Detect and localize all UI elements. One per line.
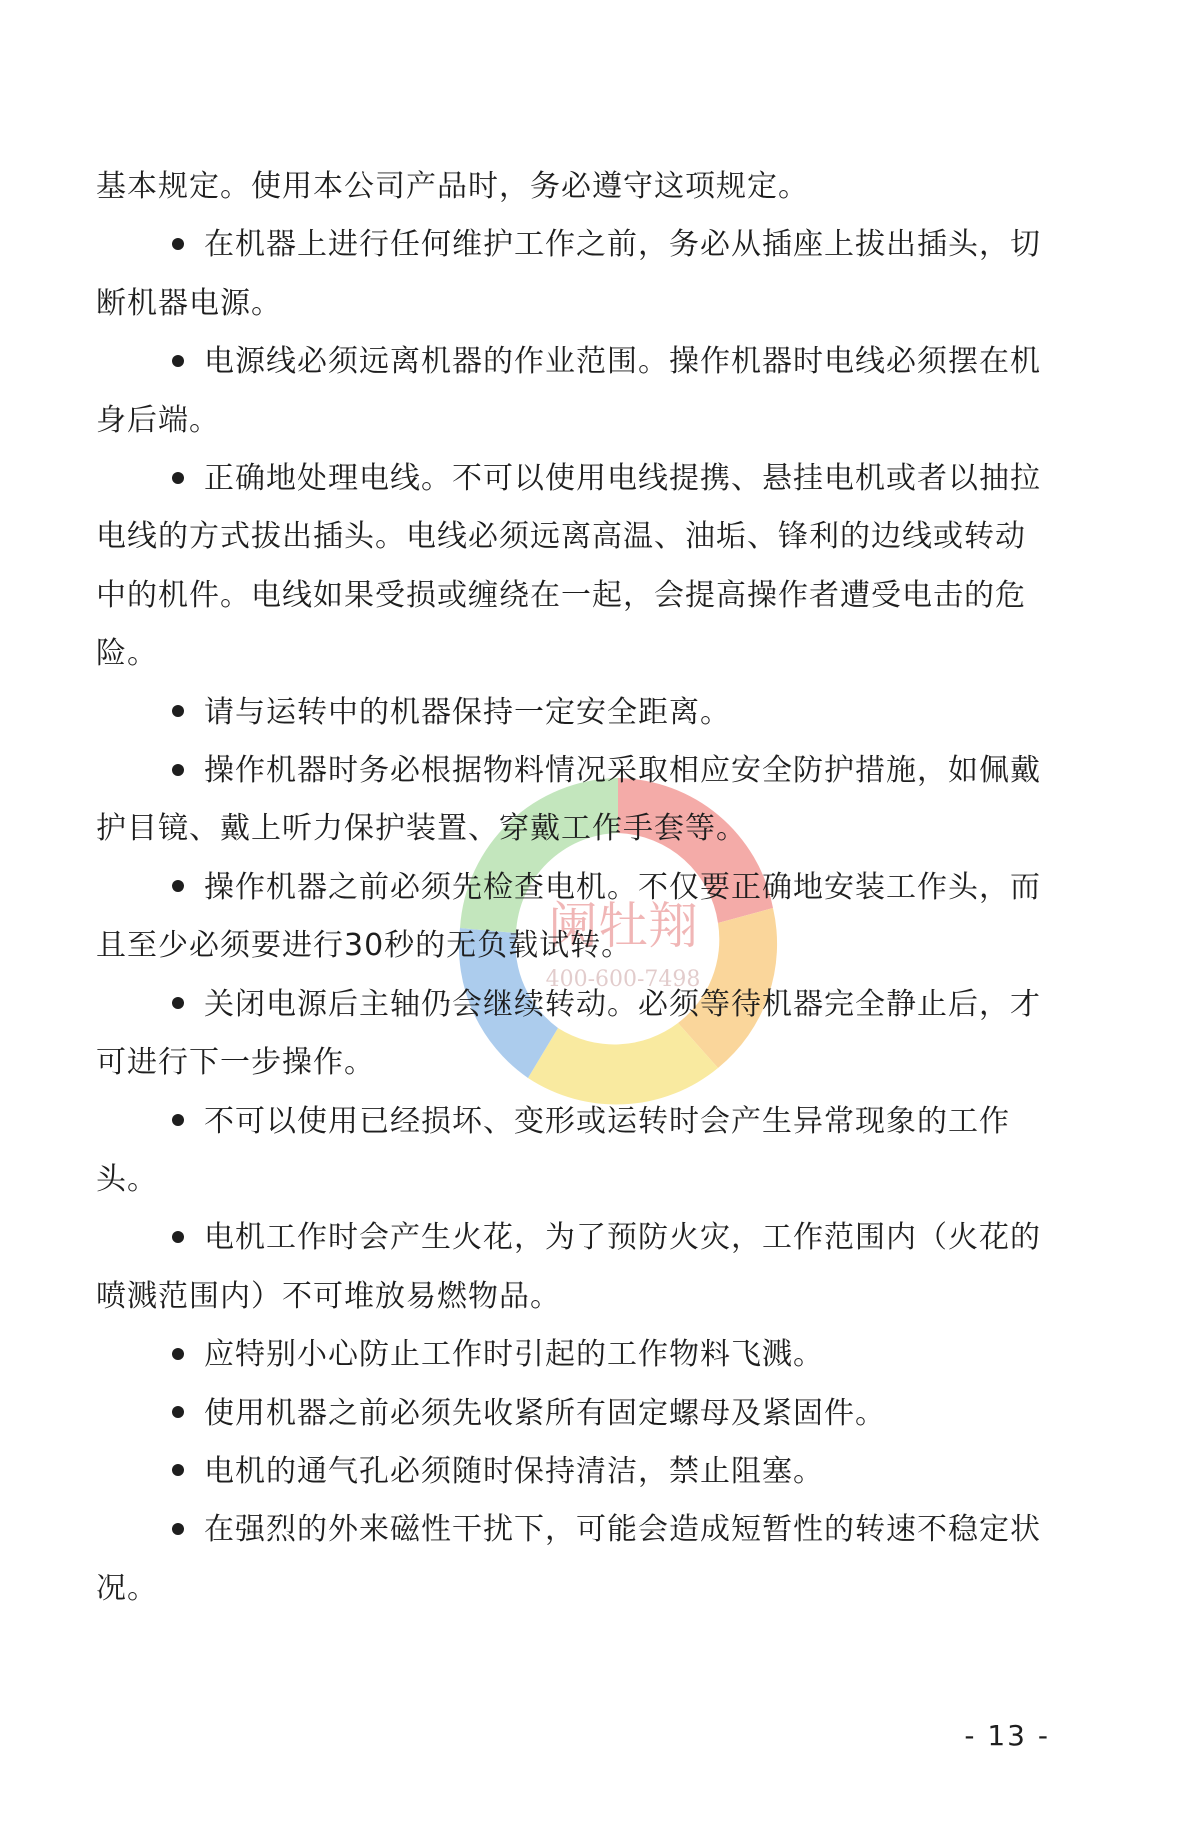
page-number: - 13 - — [964, 1719, 1050, 1752]
bullet-paragraph — [96, 742, 1050, 859]
paragraph-text: 使用机器之前必须先收紧所有固定螺母及紧固件。 — [204, 1395, 886, 1431]
paragraph-text: 应特别小心防止工作时引起的工作物料飞溅。 — [204, 1337, 824, 1373]
bullet-paragraph — [96, 976, 1050, 1093]
bullet-icon — [172, 1523, 184, 1535]
bullet-paragraph — [96, 450, 1050, 684]
bullet-paragraph — [96, 1385, 1050, 1443]
bullet-paragraph — [96, 333, 1050, 450]
bullet-paragraph — [96, 1501, 1050, 1618]
bullet-paragraph — [96, 1209, 1050, 1326]
bullet-icon — [172, 997, 184, 1009]
bullet-paragraph — [96, 859, 1050, 976]
paragraph — [96, 158, 1050, 216]
bullet-paragraph — [96, 1093, 1050, 1210]
paragraph-text: 在机器上进行任何维护工作之前，务必从插座上拔出插头，切断机器电源。 — [96, 227, 1041, 321]
document-body — [96, 158, 1050, 1618]
paragraph-text: 电源线必须远离机器的作业范围。操作机器时电线必须摆在机身后端。 — [96, 344, 1041, 438]
paragraph-text: 基本规定。使用本公司产品时，务必遵守这项规定。 — [96, 169, 809, 204]
paragraph-text: 电机工作时会产生火花，为了预防火灾，工作范围内（火花的喷溅范围内）不可堆放易燃物品。 — [96, 1220, 1041, 1314]
bullet-icon — [172, 1464, 184, 1476]
bullet-icon — [172, 1231, 184, 1243]
watermark-logo-text: 阑牡翔 — [548, 897, 698, 955]
watermark-phone: 400-600-7498 — [545, 967, 701, 992]
bullet-icon — [172, 880, 184, 892]
paragraph-text: 操作机器时务必根据物料情况采取相应安全防护措施，如佩戴护目镜、戴上听力保护装置、穿戴工作手套等。 — [96, 753, 1041, 847]
bullet-icon — [172, 1406, 184, 1418]
paragraph-text: 请与运转中的机器保持一定安全距离。 — [204, 694, 731, 730]
paragraph-text: 关闭电源后主轴仍会继续转动。必须等待机器完全静止后，才可进行下一步操作。 — [96, 986, 1041, 1081]
bullet-paragraph — [96, 1443, 1050, 1501]
paragraph-text: 在强烈的外来磁性干扰下，可能会造成短暂性的转速不稳定状况。 — [96, 1512, 1041, 1606]
bullet-icon — [172, 764, 184, 776]
bullet-paragraph — [96, 216, 1050, 333]
bullet-icon — [172, 1114, 184, 1126]
paragraph-text: 正确地处理电线。不可以使用电线提携、悬挂电机或者以抽拉电线的方式拔出插头。电线必须远离高温、油垢、锋利的边线或转动中的机件。电线如果受损或缠绕在一起，会提高操作者遭受电击的危险。 — [96, 461, 1041, 672]
bullet-icon — [172, 1348, 184, 1360]
bullet-icon — [172, 355, 184, 367]
bullet-icon — [172, 238, 184, 250]
bullet-paragraph — [96, 1326, 1050, 1384]
bullet-paragraph — [96, 684, 1050, 742]
bullet-icon — [172, 472, 184, 484]
paragraph-text: 操作机器之前必须先检查电机。不仅要正确地安装工作头，而且至少必须要进行30秒的无负载试转。 — [96, 869, 1041, 964]
bullet-icon — [172, 705, 184, 717]
paragraph-text: 电机的通气孔必须随时保持清洁，禁止阻塞。 — [204, 1453, 824, 1489]
paragraph-text: 不可以使用已经损坏、变形或运转时会产生异常现象的工作头。 — [96, 1103, 1010, 1197]
